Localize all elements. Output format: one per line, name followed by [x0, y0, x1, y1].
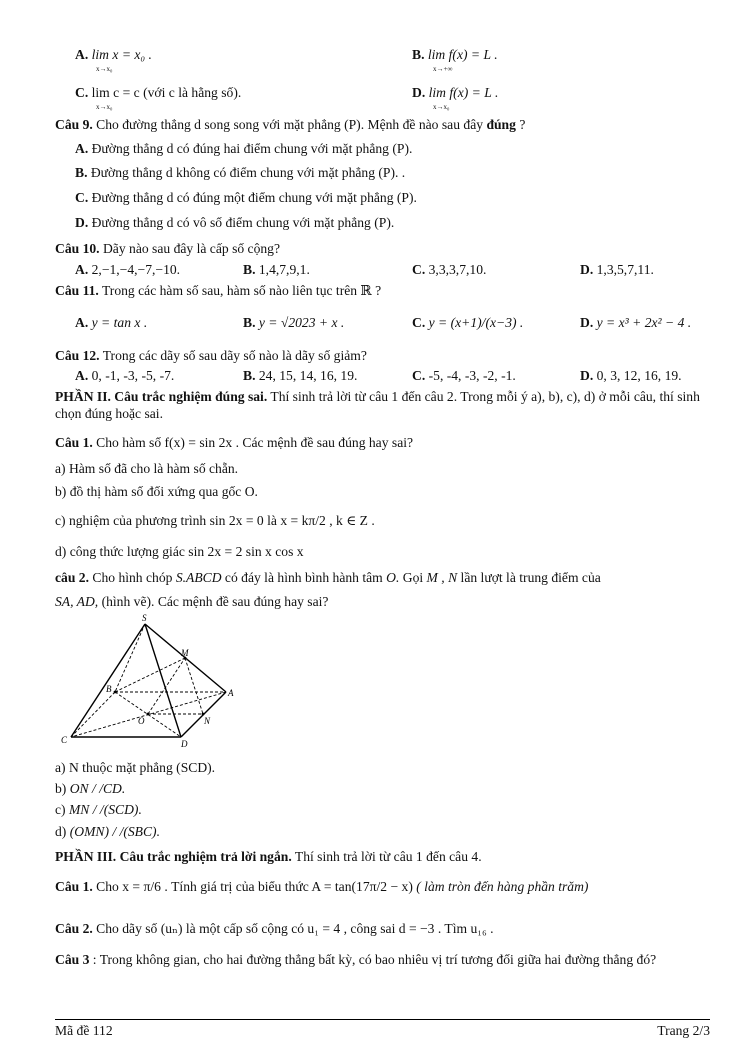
- part2-q2-a: a) N thuộc mặt phẳng (SCD).: [55, 760, 216, 775]
- q8-option-d-sub: x→x₀: [433, 103, 450, 111]
- part2-q2-b: b) ON / /CD.: [55, 781, 126, 796]
- part2-q1-a: a) Hàm số đã cho là hàm số chẵn.: [55, 461, 239, 476]
- part2-q2-d: d) (OMN) / /(SBC).: [55, 824, 160, 839]
- part3-heading: PHẦN III. Câu trắc nghiệm trả lời ngắn. Thí sinh trả lời từ câu 1 đến câu 4.: [55, 849, 482, 864]
- q12-option-b: B. 24, 15, 14, 16, 19.: [243, 368, 358, 383]
- edge-SB: [115, 624, 145, 692]
- q10-option-d: D. 1,3,5,7,11.: [580, 262, 654, 277]
- part2-q1-stem: Câu 1. Cho hàm số f(x) = sin 2x . Các mệnh đề sau đúng hay sai?: [55, 435, 414, 450]
- q8-option-b-text: lim f(x) = L .: [427, 47, 498, 62]
- q8-option-d: D. lim f(x) = L .: [412, 85, 499, 100]
- q8-option-b-sub: x→+∞: [433, 65, 453, 73]
- q11-option-c: C. y = (x+1)/(x−3) .: [412, 315, 524, 330]
- q9-option-d: D. Đường thẳng d có vô số điểm chung với mặt phẳng (P).: [75, 215, 395, 230]
- q10-option-a: A. 2,−1,−4,−7,−10.: [75, 262, 181, 277]
- part3-q2: Câu 2. Cho dãy số (uₙ) là một cấp số cộng có u₁ = 4 , công sai d = −3 . Tìm u₁₆ .: [55, 921, 494, 936]
- q11-option-a: A. y = tan x .: [75, 315, 148, 330]
- q8-option-d-text: lim f(x) = L .: [428, 85, 499, 100]
- q9-option-a: A. Đường thẳng d có đúng hai điểm chung với mặt phẳng (P).: [75, 141, 413, 156]
- edge-SD: [145, 624, 181, 737]
- part2-q1-b: b) đồ thị hàm số đối xứng qua gốc O.: [55, 484, 258, 499]
- segment-MN: [185, 658, 203, 714]
- q9-option-b: B. Đường thẳng d không có điểm chung với mặt phẳng (P). .: [75, 165, 406, 180]
- exam-code: Mã đề 112: [55, 1023, 113, 1038]
- q8-option-c: C. lim c = c (với c là hằng số).: [75, 85, 242, 100]
- label-N: N: [204, 716, 211, 726]
- q8-option-a: A. lim x = x₀ .: [75, 47, 152, 62]
- q9-option-c: C. Đường thẳng d có đúng một điểm chung với mặt phẳng (P).: [75, 190, 417, 205]
- q12-option-a: A. 0, -1, -3, -5, -7.: [75, 368, 175, 383]
- edge-SC: [71, 624, 145, 737]
- q11-stem: Câu 11. Trong các hàm số sau, hàm số nào liên tục trên ℝ ?: [55, 283, 382, 298]
- label-S: S: [142, 613, 147, 623]
- q12-option-d: D. 0, 3, 12, 16, 19.: [580, 368, 682, 383]
- edge-BC: [71, 692, 115, 737]
- page-footer: [55, 1019, 710, 1039]
- label-B: B: [106, 684, 112, 694]
- label-A: A: [228, 688, 234, 698]
- segment-BM: [115, 658, 185, 692]
- q8-option-c-sub: x→x₀: [96, 103, 113, 111]
- q10-option-c: C. 3,3,3,7,10.: [412, 262, 487, 277]
- q8-option-a-sub: x→x₀: [96, 65, 113, 73]
- page-number: Trang 2/3: [657, 1023, 710, 1038]
- q8-option-b: B. lim f(x) = L .: [412, 47, 498, 62]
- q11-option-d: D. y = x³ + 2x² − 4 .: [580, 315, 692, 330]
- label-O: O: [138, 716, 145, 726]
- pyramid-figure: [58, 612, 238, 752]
- q12-option-c: C. -5, -4, -3, -2, -1.: [412, 368, 516, 383]
- q8-option-a-text: lim x = x₀ .: [91, 47, 152, 62]
- part2-heading: PHẦN II. Câu trắc nghiệm đúng sai. Thí sinh trả lời từ câu 1 đến câu 2. Trong mỗi ý a), b), c), d) ở mỗi câu, thí sinh chọn đúng hoặc sai.: [55, 389, 700, 421]
- part2-q1-d: d) công thức lượng giác sin 2x = 2 sin x cos x: [55, 544, 304, 559]
- part3-q1: Câu 1. Cho x = π/6 . Tính giá trị của biểu thức A = tan(17π/2 − x) ( làm tròn đến hàng phần trăm): [55, 879, 589, 894]
- q8-option-c-text: lim c = c (với c là hằng số).: [91, 85, 242, 100]
- part2-q1-c: c) nghiệm của phương trình sin 2x = 0 là x = kπ/2 , k ∈ Z .: [55, 513, 375, 528]
- label-C: C: [61, 735, 68, 745]
- part2-q2-stem: câu 2. Cho hình chóp S.ABCD có đáy là hình bình hành tâm O. Gọi M , N lần lượt là trung điểm của: [55, 570, 601, 585]
- part2-q2-c: c) MN / /(SCD).: [55, 802, 142, 817]
- part2-q2-stem-line2: SA, AD, (hình vẽ). Các mệnh đề sau đúng hay sai?: [55, 594, 329, 609]
- q11-option-b: B. y = √2023 + x .: [243, 315, 345, 330]
- q12-stem: Câu 12. Trong các dãy số sau dãy số nào là dãy số giảm?: [55, 348, 367, 363]
- label-D: D: [181, 739, 188, 749]
- q9-stem: Câu 9. Cho đường thẳng d song song với mặt phẳng (P). Mệnh đề nào sau đây đúng ?: [55, 117, 526, 132]
- label-M: M: [181, 648, 189, 658]
- segment-OM: [148, 658, 185, 714]
- part3-q3: Câu 3 : Trong không gian, cho hai đường thẳng bất kỳ, có bao nhiêu vị trí tương đối giữa hai đường thẳng đó?: [55, 952, 657, 967]
- q10-stem: Câu 10. Dãy nào sau đây là cấp số cộng?: [55, 241, 281, 256]
- q10-option-b: B. 1,4,7,9,1.: [243, 262, 310, 277]
